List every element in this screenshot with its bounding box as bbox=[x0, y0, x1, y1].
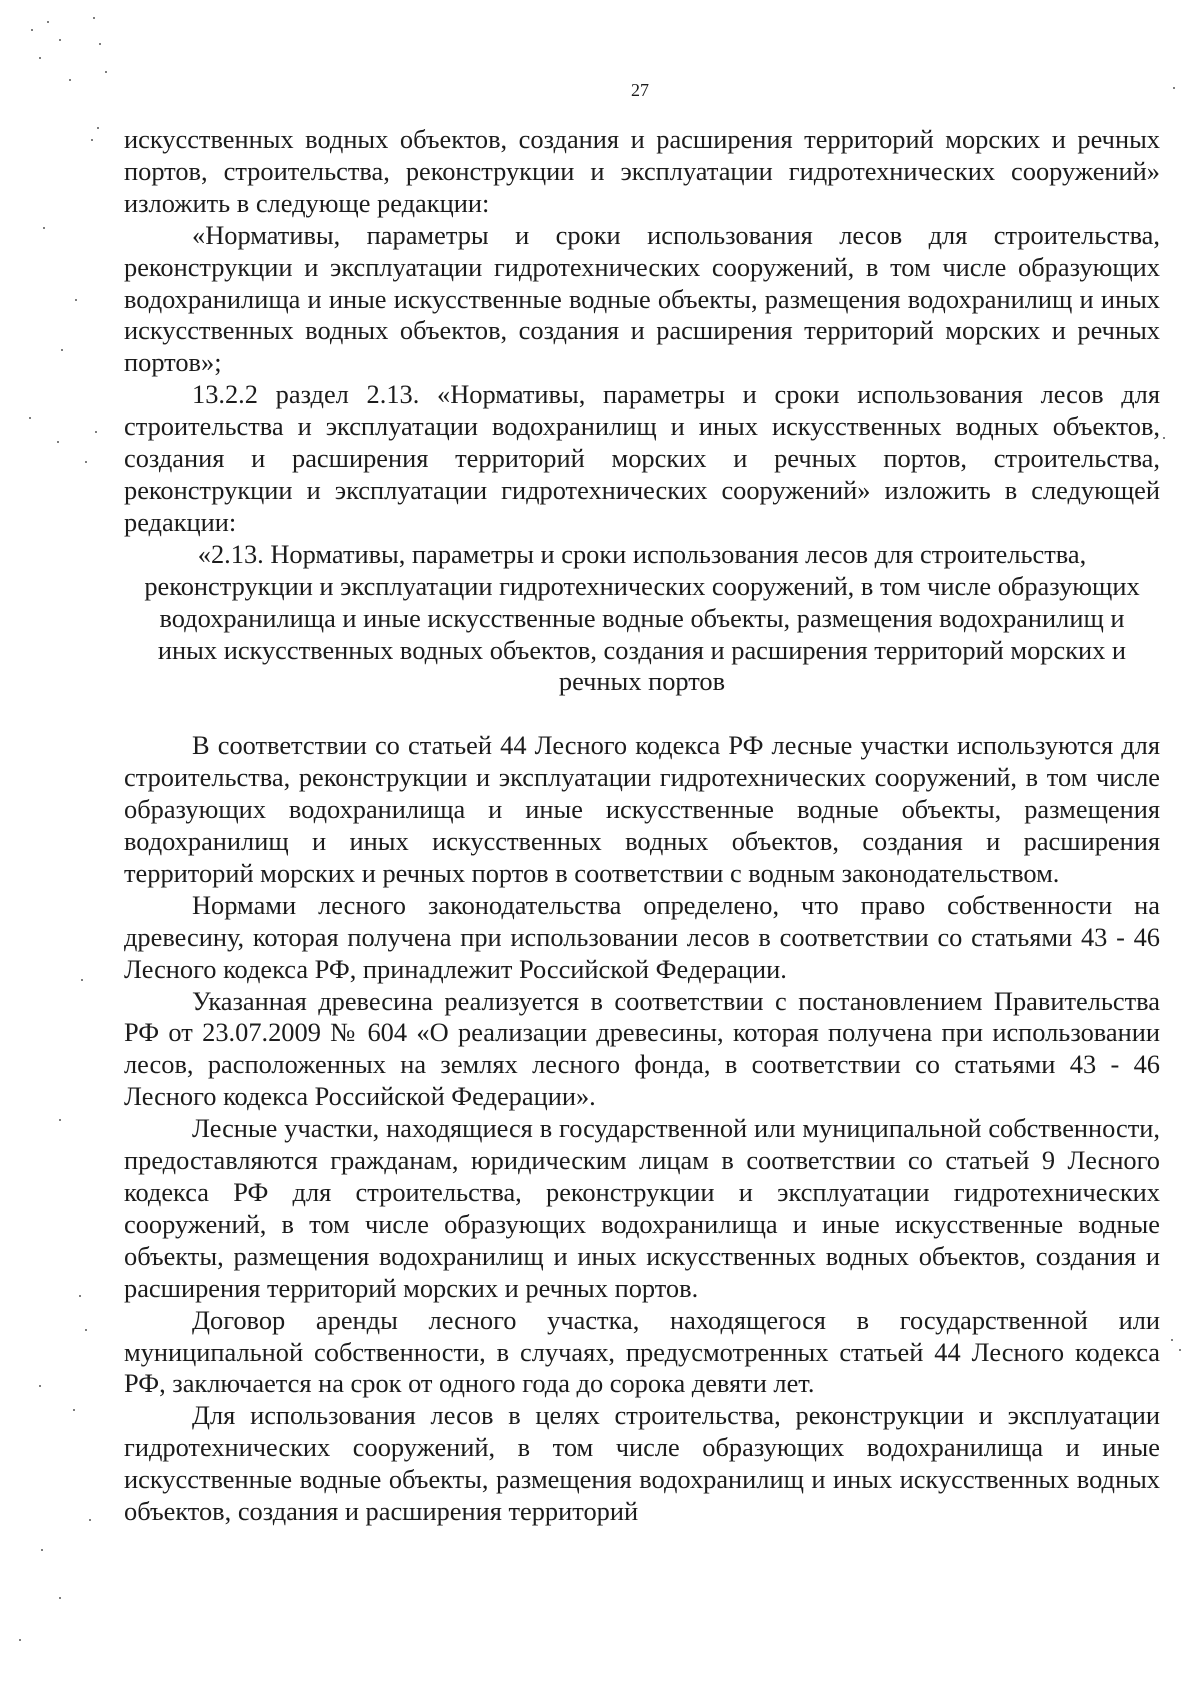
document-body bbox=[124, 124, 1160, 1528]
paragraph-quoted-heading: «Нормативы, параметры и сроки использования лесов для строительства, реконструкции и эксплуатации гидротехнических сооружений, в том числе образующих водохранилища и иные искусственные водные объекты, размещения водохранилищ и иных искусственных водных объектов, создания и расширения территорий морских и речных портов»; bbox=[124, 219, 1160, 378]
paragraph-section-amendment: 13.2.2 раздел 2.13. «Нормативы, параметры и сроки использования лесов для строительства и эксплуатации водохранилищ и иных искусственных водных объектов, создания и расширения территорий морских и речных портов, строительства, реконструкции и эксплуатации гидротехнических сооружений» изложить в следующей редакции: bbox=[124, 379, 1160, 537]
section-heading: «2.13. Нормативы, параметры и сроки использования лесов для строительства, реконструкции и эксплуатации гидротехнических сооружений, в том числе образующих водохранилища и иные искусственные водные объекты, размещения водохранилищ и иных искусственных водных объектов, создания и расширения территорий морских и речных портов bbox=[144, 538, 1140, 697]
paragraph-continuation: искусственных водных объектов, создания и расширения территорий морских и речных портов, строительства, реконструкции и эксплуатации гидротехнических сооружений» изложить в следующе редакции: bbox=[124, 124, 1160, 218]
spacer bbox=[124, 698, 1160, 730]
paragraph-land-plots: Лесные участки, находящиеся в государственной или муниципальной собственности, предоставляются гражданам, юридическим лицам в соответствии со статьей 9 Лесного кодекса РФ для строительства, реконструкции и эксплуатации гидротехнических сооружений, в том числе образующих водохранилища и иные искусственные водные объекты, размещения водохранилищ и иных искусственных водных объектов, создания и расширения территорий морских и речных портов. bbox=[124, 1113, 1160, 1303]
page-number: 27 bbox=[631, 80, 649, 100]
paragraph-article-44: В соответствии со статьей 44 Лесного кодекса РФ лесные участки используются для строительства, реконструкции и эксплуатации гидротехнических сооружений, в том числе образующих водохранилища и иные искусственные водные объекты, размещения водохранилищ и иных искусственных водных объектов, создания и расширения территорий морских и речных портов в соответствии с водным законодательством. bbox=[124, 730, 1160, 888]
paragraph-forest-use: Для использования лесов в целях строительства, реконструкции и эксплуатации гидротехнических сооружений, в том числе образующих водохранилища и иные искусственные водные объекты, размещения водохранилищ и иных искусственных водных объектов, создания и расширения территорий bbox=[124, 1400, 1160, 1527]
paragraph-lease-term: Договор аренды лесного участка, находящегося в государственной или муниципальной собственности, в случаях, предусмотренных статьей 44 Лесного кодекса РФ, заключается на срок от одного года до сорока девяти лет. bbox=[124, 1304, 1160, 1399]
paragraph-ownership: Нормами лесного законодательства определено, что право собственности на древесину, которая получена при использовании лесов в соответствии со статьями 43 - 46 Лесного кодекса РФ, принадлежит Российской Федерации. bbox=[124, 889, 1160, 984]
paragraph-timber-sale: Указанная древесина реализуется в соответствии с постановлением Правительства РФ от 23.07.2009 № 604 «О реализации древесины, которая получена при использовании лесов, расположенных на землях лесного фонда, в соответствии со статьями 43 - 46 Лесного кодекса Российской Федерации». bbox=[124, 985, 1160, 1112]
